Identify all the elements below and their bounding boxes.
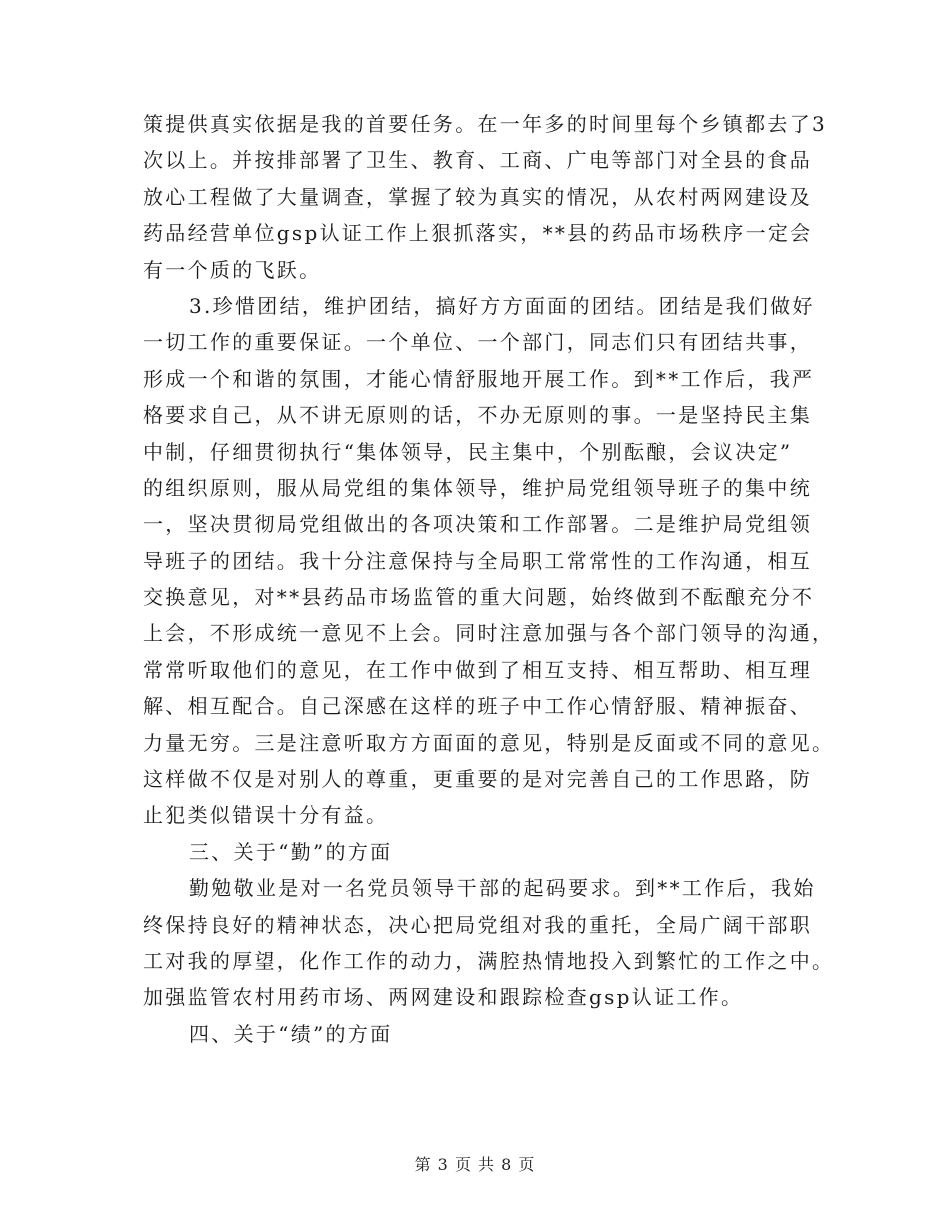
text-line: 加强监管农村用药市场、两网建设和跟踪检查gsp认证工作。 (143, 985, 744, 1010)
text-line: 常常听取他们的意见，在工作中做到了相互支持、相互帮助、相互理 (143, 657, 812, 682)
text-line: 工对我的厚望，化作工作的动力，满腔热情地投入到繁忙的工作之中。 (143, 948, 835, 973)
text-line: 次以上。并按排部署了卫生、教育、工商、广电等部门对全县的食品 (143, 148, 812, 173)
page-number-footer: 第 3 页 共 8 页 (414, 1155, 536, 1174)
text-line: 药品经营单位gsp认证工作上狠抓落实，**县的药品市场秩序一定会 (143, 221, 813, 246)
text-line: 上会，不形成统一意见不上会。同时注意加强与各个部门领导的沟通， (143, 621, 835, 646)
text-line: 一，坚决贯彻局党组做出的各项决策和工作部署。二是维护局党组领 (143, 512, 812, 537)
text-line: 的组织原则，服从局党组的集体领导，维护局党组领导班子的集中统 (143, 475, 812, 500)
text-line: 有一个质的飞跃。 (143, 257, 322, 282)
text-line: 策提供真实依据是我的首要任务。在一年多的时间里每个乡镇都去了3 (143, 112, 828, 136)
text-line: 3.珍惜团结，维护团结，搞好方方面面的团结。团结是我们做好 (189, 293, 815, 318)
section-heading: 三、关于“勤”的方面 (189, 839, 393, 864)
section-heading: 四、关于“绩”的方面 (189, 1021, 393, 1046)
text-line: 交换意见，对**县药品市场监管的重大问题，始终做到不酝酿充分不 (143, 585, 815, 610)
text-line: 形成一个和谐的氛围，才能心情舒服地开展工作。到**工作后，我严 (143, 366, 815, 391)
text-line: 放心工程做了大量调查，掌握了较为真实的情况，从农村两网建设及 (143, 184, 812, 209)
text-line: 终保持良好的精神状态，决心把局党组对我的重托，全局广阔干部职 (143, 912, 812, 937)
text-line: 格要求自己，从不讲无原则的话，不办无原则的事。一是坚持民主集 (143, 403, 812, 428)
text-line: 这样做不仅是对别人的尊重，更重要的是对完善自己的工作思路，防 (143, 767, 812, 792)
text-line: 中制，仔细贯彻执行“集体领导，民主集中，个别酝酿，会议决定” (143, 439, 793, 464)
text-line: 解、相互配合。自己深感在这样的班子中工作心情舒服、精神振奋、 (143, 694, 812, 719)
text-line: 导班子的团结。我十分注意保持与全局职工常常性的工作沟通，相互 (143, 548, 812, 573)
text-line: 一切工作的重要保证。一个单位、一个部门，同志们只有团结共事， (143, 330, 812, 355)
text-line: 勤勉敬业是对一名党员领导干部的起码要求。到**工作后，我始 (189, 876, 816, 901)
document-body (143, 106, 835, 1052)
text-line: 力量无穷。三是注意听取方方面面的意见，特别是反面或不同的意见。 (143, 730, 835, 755)
text-line: 止犯类似错误十分有益。 (143, 803, 389, 828)
